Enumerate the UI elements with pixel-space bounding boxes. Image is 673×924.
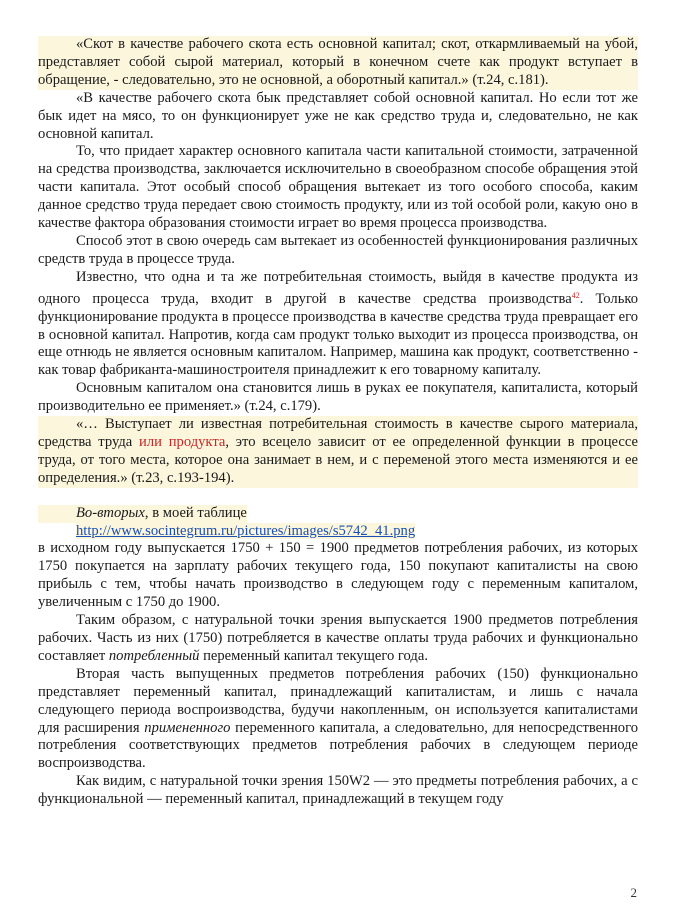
quote-function-red: или продукта bbox=[139, 433, 226, 450]
natural-view-italic: потребленный bbox=[108, 647, 200, 664]
quote-function-b: , это всецело зависит от ее определенной функции в процессе труда, от того места, которое она занимает в нем, и с переменой этого места изменяются и ее определения.» (т.23, с.193-194). bbox=[38, 433, 638, 486]
paragraph-buyer: Основным капиталом она становится лишь в руках ее покупателя, капиталиста, который производительно ее применяет.» (т.24, с.179). bbox=[38, 380, 638, 415]
paragraph-use-value-a: Известно, что одна и та же потребительная стоимость, выйдя в качестве продукта из одного процесса труда, входит в другой в качестве средства производства bbox=[38, 268, 638, 307]
table-link[interactable]: http://www.socintegrum.ru/pictures/images/s5742_41.png bbox=[76, 522, 416, 539]
secondly-italic: Во-вторых bbox=[76, 504, 145, 521]
second-part-italic: примененного bbox=[144, 719, 231, 736]
secondly-rest: , в моей таблице bbox=[144, 504, 247, 521]
paragraph-use-value bbox=[38, 269, 638, 380]
paragraph-quote-ox: «В качестве рабочего скота бык представляет собой основной капитал. Но если тот же бык идет на мясо, то он функционирует уже не как средство труда и, следовательно, не как основной капитал. bbox=[38, 89, 638, 142]
natural-view-a: Таким образом, с натуральной точки зрения выпускается 1900 предметов потребления рабочих. Часть из них (1750) потребляется в качестве оплаты труда рабочих и функционально составляет bbox=[38, 612, 638, 664]
paragraph-quote-livestock: «Скот в качестве рабочего скота есть основной капитал; скот, откармливаемый на убой, представляет собой сырой материал, который в конечном счете как продукт вступает в обращение, - следовательно, это не основной, а оборотный капитал.» (т.24, с.181). bbox=[38, 36, 638, 88]
paragraph-as-we-see: Как видим, с натуральной точки зрения 150W2 — это предметы потребления рабочих, а с функциональной — переменный капитал, принадлежащий в текущем году bbox=[38, 773, 638, 808]
link-line bbox=[38, 523, 638, 541]
second-part-b: переменного капитала, а следовательно, для непосредственного потребления соответствующих предметов потребления рабочих в следующем периоде воспроизводства. bbox=[38, 719, 638, 772]
second-part-a: Вторая часть выпущенных предметов потребления рабочих (150) функционально представляет переменный капитал, принадлежащий капиталистам, и лишь с начала следующего периода воспроизводства, будучи накопленным, он используется капиталистами для расширения bbox=[38, 665, 638, 736]
paragraph-use-value-b: . Только функционирование продукта в процессе производства в качестве средства труда превращает его в основной капитал. Напротив, когда сам продукт только выходит из процесса производства, он еще отнюдь не является основным капиталом. Например, машина как продукт, соответственно - как товар фабриканта-машиностроителя принадлежит к его товарному капиталу. bbox=[38, 290, 638, 379]
footnote-ref[interactable]: 42 bbox=[571, 290, 580, 300]
spacer bbox=[38, 488, 638, 505]
paragraph-initial-year: в исходном году выпускается 1750 + 150 = 1900 предметов потребления рабочих, из которых 1750 покупается на зарплату рабочих текущего года, 150 покупают капиталисты на свою прибыль с тем, чтобы начать производство в следующем году с переменным капиталом, увеличенным с 1750 до 1900. bbox=[38, 540, 638, 611]
page-number: 2 bbox=[630, 885, 637, 900]
paragraph-method: Способ этот в свою очередь сам вытекает из особенностей функционирования различных средств труда в процессе труда. bbox=[38, 232, 638, 267]
paragraph-second-part bbox=[38, 666, 638, 773]
quote-function-a: «… Выступает ли известная потребительная стоимость в качестве сырого материала, средства труда bbox=[38, 416, 638, 450]
paragraph-fixed-capital: То, что придает характер основного капитала части капитальной стоимости, затраченной на средства производства, заключается исключительно в своеобразном способе обращения этой части капитала. Этот особый способ обращения вытекает из того особого способа, каким данное средство труда передает свою стоимость продукту, или из той особой роли, какую оно в качестве фактора образования стоимости играет во время процесса производства. bbox=[38, 143, 638, 232]
paragraph-natural-view bbox=[38, 612, 638, 666]
paragraph-secondly bbox=[38, 505, 247, 523]
paragraph-quote-function bbox=[38, 416, 638, 488]
natural-view-b: переменный капитал текущего года. bbox=[199, 647, 428, 664]
